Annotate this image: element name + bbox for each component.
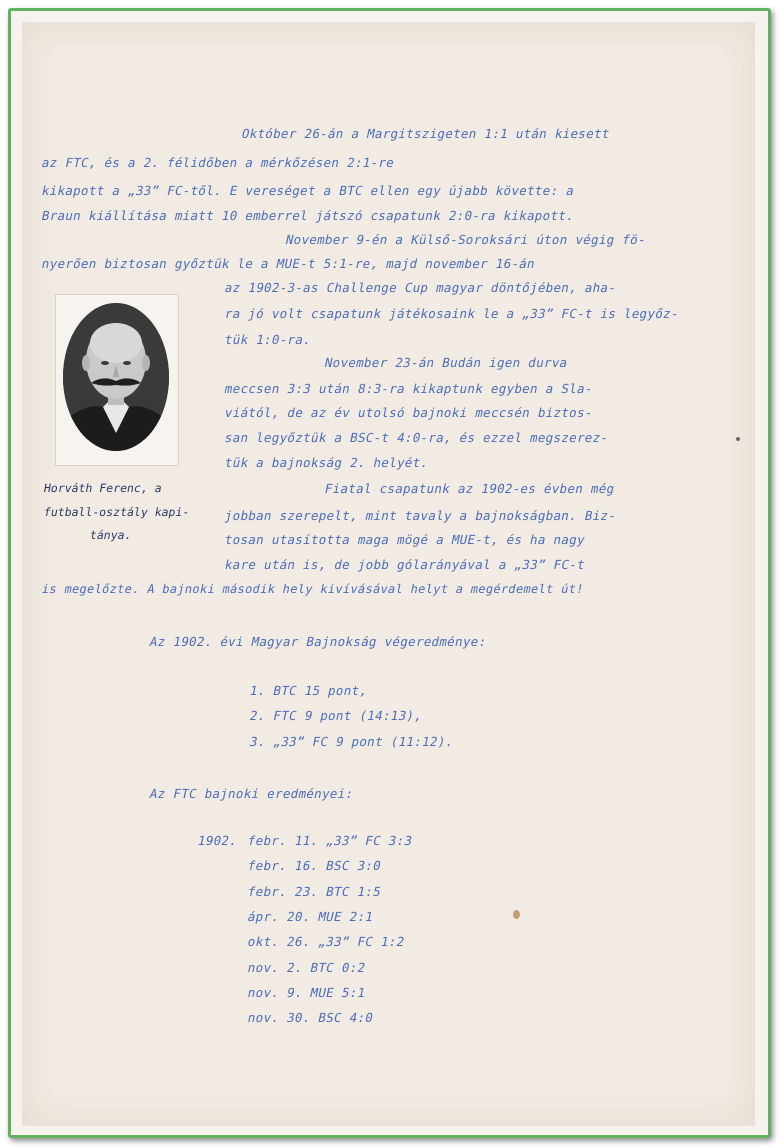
paper-speck [736,437,740,441]
text-line: meccsen 3:3 után 8:3-ra kikaptunk egyben a Sla- [223,381,595,396]
results-title: Az FTC bajnoki eredményei: [148,786,356,801]
standings-row: 1. BTC 15 pont, [248,683,369,698]
photo-caption-line: Horváth Ferenc, a [42,481,163,495]
photo-caption-line: futball-osztály kapi- [42,505,191,519]
text-line: viától, de az év utolsó bajnoki meccsén biztos- [223,405,595,420]
text-line: November 9-én a Külső-Soroksári úton végig fö- [284,232,648,247]
text-line: jobban szerepelt, mint tavaly a bajnokságban. Biz- [223,508,618,523]
portrait-oval [63,303,169,451]
result-row: okt. 26. „33” FC 1:2 [246,934,407,949]
text-line: kare után is, de jobb gólarányával a „33” FC-t [223,557,587,572]
portrait-figure-icon [63,303,169,451]
result-row: ápr. 20. MUE 2:1 [246,909,375,924]
text-line: az FTC, és a 2. félidőben a mérkőzésen 2:1-re [40,155,396,170]
text-line: ra jó volt csapatunk játékosaink le a „33” FC-t is legyőz- [223,306,681,321]
result-row: febr. 16. BSC 3:0 [246,858,383,873]
standings-title: Az 1902. évi Magyar Bajnokság végeredménye: [148,634,489,649]
standings-row: 2. FTC 9 pont (14:13), [248,708,424,723]
photo-caption-line: tánya. [88,528,133,542]
text-line: kikapott a „33” FC-től. E vereséget a BTC ellen egy újabb követte: a [40,183,576,198]
text-line: Október 26-án a Margitszigeten 1:1 után kiesett [240,126,612,141]
text-line: tosan utasította maga mögé a MUE-t, és ha nagy [223,532,587,547]
results-year: 1902. [196,833,239,848]
paper-stain [513,910,520,919]
text-line: tük 1:0-ra. [223,332,313,347]
text-line: Fiatal csapatunk az 1902-es évben még [323,481,617,496]
result-row: febr. 23. BTC 1:5 [246,884,383,899]
result-row: nov. 9. MUE 5:1 [246,985,367,1000]
portrait-photo [55,294,179,466]
text-line: az 1902-3-as Challenge Cup magyar döntőjében, aha- [223,280,618,295]
text-line: Braun kiállítása miatt 10 emberrel játszó csapatunk 2:0-ra kikapott. [40,208,576,223]
text-line: tük a bajnokság 2. helyét. [223,455,431,470]
result-row: nov. 30. BSC 4:0 [246,1010,375,1025]
result-row: febr. 11. „33” FC 3:3 [246,833,414,848]
result-row: nov. 2. BTC 0:2 [246,960,367,975]
text-line: nyerően biztosan győztük le a MUE-t 5:1-re, majd november 16-án [40,256,537,271]
standings-row: 3. „33” FC 9 pont (11:12). [248,734,456,749]
text-line: san legyőztük a BSC-t 4:0-ra, és ezzel megszerez- [223,430,611,445]
text-line: is megelőzte. A bajnoki második hely kivívásával helyt a megérdemelt út! [40,582,586,596]
text-line: November 23-án Budán igen durva [323,355,570,370]
